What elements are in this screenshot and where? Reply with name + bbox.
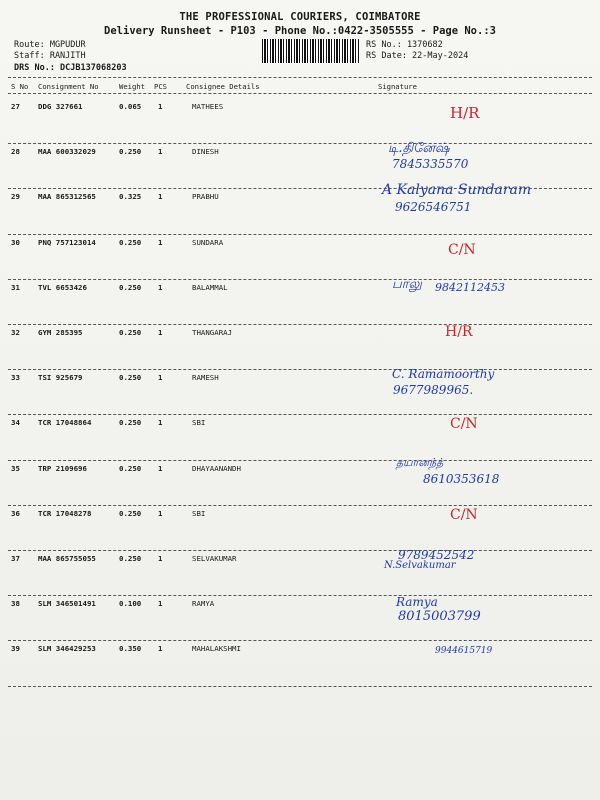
- row-divider: [8, 505, 592, 506]
- table-row: [0, 595, 600, 649]
- signature-handwritten: C/N: [448, 241, 476, 258]
- table-row: [0, 182, 600, 242]
- cell-consignment: TCR 17048278: [38, 508, 92, 518]
- table-row: [0, 644, 600, 694]
- row-divider: [8, 279, 592, 280]
- row-divider: [8, 595, 592, 596]
- table-row: [0, 324, 600, 378]
- signature-handwritten: டி.தினேஷ்: [388, 141, 450, 157]
- row-divider: [8, 640, 592, 641]
- cell-pcs: 1: [158, 644, 163, 654]
- cell-weight: 0.100: [119, 599, 142, 609]
- cell-consignee: MAHALAKSHMI: [192, 644, 241, 654]
- drs-number: DRS No.: DCJB137068203: [14, 63, 127, 73]
- row-divider: [8, 686, 592, 687]
- cell-pcs: 1: [158, 192, 163, 202]
- cell-weight: 0.250: [119, 554, 142, 563]
- cell-weight: 0.325: [119, 192, 142, 202]
- runsheet-title: Delivery Runsheet - P103 - Phone No.:0422-3505555 - Page No.:3: [104, 25, 496, 37]
- signature-handwritten: தயானந்த்: [396, 455, 444, 469]
- cell-pcs: 1: [158, 554, 163, 563]
- cell-consignment: PNQ 757123014: [38, 237, 96, 247]
- signature-handwritten: C. Ramamoorthy: [392, 367, 495, 382]
- staff-label: Staff: RANJITH: [14, 51, 86, 61]
- cell-weight: 0.250: [119, 147, 142, 157]
- cell-consignee: DINESH: [192, 147, 219, 157]
- cell-pcs: 1: [158, 328, 163, 337]
- cell-sno: 36: [11, 508, 20, 518]
- cell-weight: 0.250: [119, 328, 142, 337]
- cell-sno: 27: [11, 102, 20, 111]
- cell-consignment: SLM 346501491: [38, 599, 96, 609]
- cell-sno: 33: [11, 373, 20, 383]
- cell-weight: 0.250: [119, 282, 142, 292]
- col-weight: Weight: [119, 82, 145, 91]
- signature-phone: 8610353618: [423, 471, 500, 486]
- table-row: [0, 455, 600, 514]
- cell-consignment: TRP 2109696: [38, 463, 87, 473]
- cell-sno: 37: [11, 554, 20, 563]
- cell-weight: 0.250: [119, 463, 142, 473]
- cell-consignment: DDG 327661: [38, 102, 83, 111]
- cell-consignee: THANGARAJ: [192, 328, 233, 337]
- cell-consignee: RAMYA: [192, 599, 215, 609]
- company-title: THE PROFESSIONAL COURIERS, COIMBATORE: [179, 11, 421, 23]
- table-row: [0, 276, 600, 333]
- signature-handwritten: C/N: [450, 416, 478, 433]
- cell-sno: 29: [11, 192, 20, 202]
- col-sno: S No: [11, 82, 29, 91]
- signature-phone: 9842112453: [435, 280, 505, 294]
- table-row: [0, 418, 600, 468]
- rs-number: RS No.: 1370682: [366, 40, 443, 50]
- row-divider: [8, 414, 592, 415]
- table-row: [0, 367, 600, 423]
- cell-consignee: DHAYAANANDH: [192, 463, 241, 473]
- cell-pcs: 1: [158, 102, 163, 111]
- barcode-image: [262, 39, 360, 63]
- cell-sno: 31: [11, 282, 20, 292]
- cell-pcs: 1: [158, 147, 163, 157]
- row-divider: [8, 143, 592, 144]
- row-divider: [8, 324, 592, 325]
- signature-phone: 7845335570: [392, 157, 469, 172]
- cell-consignment: SLM 346429253: [38, 644, 96, 654]
- signature-phone: 9626546751: [395, 200, 472, 215]
- cell-consignment: GYM 285395: [38, 328, 83, 337]
- signature-handwritten: A Kalyana Sundaram: [382, 182, 532, 199]
- cell-sno: 39: [11, 644, 20, 654]
- col-consignee: Consignee Details: [186, 82, 260, 91]
- cell-weight: 0.250: [119, 508, 142, 518]
- header-divider-top: [8, 77, 592, 78]
- signature-handwritten: 9789452542: [398, 548, 475, 562]
- cell-consignee: PRABHU: [192, 192, 219, 202]
- table-row: [0, 238, 600, 288]
- table-row: [0, 102, 600, 152]
- signature-phone: 8015003799: [398, 609, 481, 625]
- rs-date: RS Date: 22-May-2024: [366, 51, 469, 61]
- cell-sno: 38: [11, 599, 20, 609]
- cell-weight: 0.250: [119, 237, 142, 247]
- cell-consignee: RAMESH: [192, 373, 219, 383]
- cell-consignee: SELVAKUMAR: [192, 554, 237, 563]
- row-divider: [8, 460, 592, 461]
- cell-consignment: MAA 865312565: [38, 192, 96, 202]
- cell-pcs: 1: [158, 282, 163, 292]
- header-divider-bottom: [8, 93, 592, 94]
- table-row: [0, 548, 600, 604]
- cell-pcs: 1: [158, 418, 163, 428]
- cell-pcs: 1: [158, 237, 163, 247]
- signature-handwritten: H/R: [450, 104, 480, 122]
- cell-consignee: SUNDARA: [192, 237, 224, 247]
- signature-handwritten: C/N: [450, 506, 478, 523]
- cell-sno: 28: [11, 147, 20, 157]
- col-signature: Signature: [378, 82, 417, 91]
- cell-weight: 0.250: [119, 373, 142, 383]
- table-row: [0, 506, 600, 559]
- cell-consignment: MAA 865755055: [38, 554, 96, 563]
- cell-consignment: TCR 17048864: [38, 418, 92, 428]
- cell-consignment: TSI 925679: [38, 373, 83, 383]
- cell-pcs: 1: [158, 508, 163, 518]
- cell-sno: 30: [11, 237, 20, 247]
- row-divider: [8, 234, 592, 235]
- cell-consignee: BALAMMAL: [192, 282, 228, 292]
- cell-pcs: 1: [158, 463, 163, 473]
- route-label: Route: MGPUDUR: [14, 40, 86, 50]
- cell-sno: 34: [11, 418, 20, 428]
- cell-weight: 0.065: [119, 102, 142, 111]
- row-divider: [8, 550, 592, 551]
- cell-consignee: SBI: [192, 418, 206, 428]
- cell-weight: 0.250: [119, 418, 142, 428]
- row-divider: [8, 369, 592, 370]
- cell-consignee: MATHEES: [192, 102, 224, 111]
- col-consignment: Consignment No: [38, 82, 99, 91]
- cell-sno: 35: [11, 463, 20, 473]
- cell-consignee: SBI: [192, 508, 206, 518]
- signature-handwritten: H/R: [445, 324, 473, 340]
- signature-phone: N.Selvakumar: [384, 560, 456, 571]
- cell-consignment: TVL 6653426: [38, 282, 87, 292]
- signature-handwritten: Ramya: [396, 595, 438, 610]
- cell-consignment: MAA 600332029: [38, 147, 96, 157]
- cell-pcs: 1: [158, 599, 163, 609]
- cell-sno: 32: [11, 328, 20, 337]
- cell-pcs: 1: [158, 373, 163, 383]
- signature-phone: 9677989965.: [393, 383, 474, 398]
- cell-weight: 0.350: [119, 644, 142, 654]
- col-pcs: PCS: [154, 82, 167, 91]
- signature-handwritten: பாலு: [392, 276, 422, 292]
- signature-handwritten: 9944615719: [435, 646, 493, 657]
